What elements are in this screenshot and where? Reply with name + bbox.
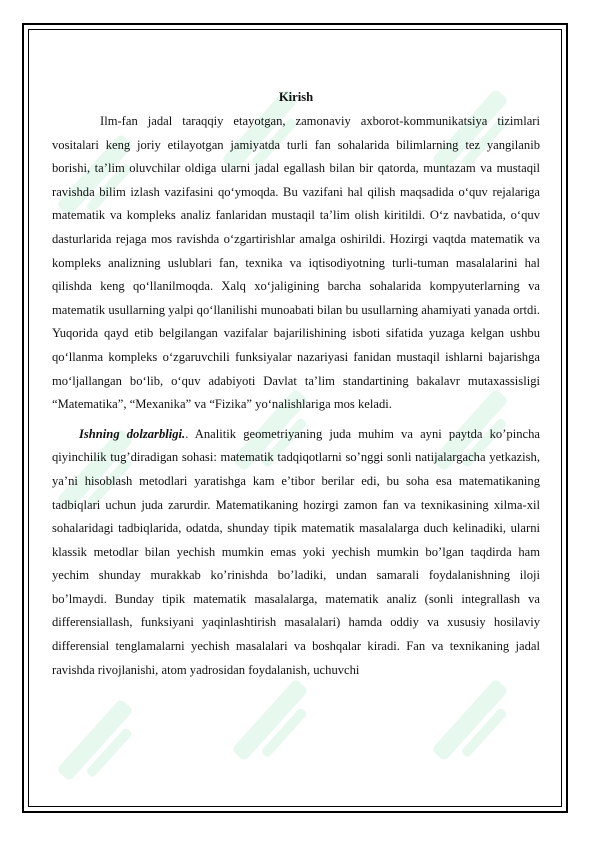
paragraph-relevance-lead: Ishning dolzarbligi. — [79, 426, 186, 441]
paragraph-relevance-body: . Analitik geometriyaning juda muhim va ayni paytda ko’pincha qiyinchilik tug’diradigan sohasi: matematik tadqiqotlarni so’nggi sonli natijalargacha yetkazish, ya’ni hisoblash metodlari yaratishga kam e’tibor berilar edi, bu soha esa matematikaning tadbiqlari uchun juda zarurdir. Matematikaning hozirgi zamon fan va texnikasining xilma-xil sohalaridagi tadbiqlarida, odatda, shunday tipik matematik masalalarga duch kelinadiki, ularni klassik metodlar bilan yechish mumkin emas yoki yechish mumkin bo’lgan taqdirda ham yechim shunday murakkab ko’rinishda bo’ladiki, undan samarali foydalanishning iloji bo’lmaydi. Bunday tipik matematik masalalarga, matematik analiz (sonli integrallash va differensiallash, funksiyani yaqinlashtirish masalalari) hamda oddiy va xususiy hosilaviy differensial tenglamalarni yechish masalalari va boshqalar kiradi. Fan va texnikaning jadal ravishda rivojlanishi, atom yadrosidan foydalanish, uchuvchi — [52, 426, 540, 677]
document-body — [52, 88, 540, 682]
paragraph-introduction: Ilm-fan jadal taraqqiy etayotgan, zamonaviy axborot-kommunikatsiya tizimlari vositalari keng joriy etilayotgan jamiyatda turli fan sohalarida bilimlarning tez yangilanib borishi, ta’lim oluvchilar oldiga ularni jadal egallash bilan bir qatorda, muntazam va mustaqil ravishda bilim izlash vazifasini qo‘ymoqda. Bu vazifani hal qilish maqsadida o‘quv rejalariga matematik va kompleks analiz fanlaridan mustaqil ta’lim olish kiritildi. O‘z navbatida, o‘quv dasturlarida rejaga mos ravishda o‘zgartirishlar amalga oshirildi. Hozirgi vaqtda matematik va kompleks analizning uslublari fan, texnika va iqtisodiyotning turli-tuman masalalarini hal qilishda keng qo‘llanilmoqda. Xalq xo‘jaligining barcha sohalarida kompyuterlarning va matematik usullarning yalpi qo‘llanilishi munoabati bilan bu usullarning ahamiyati yanada ortdi. Yuqorida qayd etib belgilangan vazifalar bajarilishining isboti sifatida yuzaga kelgan ushbu qo‘llanma kompleks o‘zgaruvchili funksiyalar nazariyasi fanidan mustaqil ishlarni bajarishga mo‘ljallangan bo‘lib, o‘quv adabiyoti Davlat ta’lim standartining bakalavr mutaxassisligi “Matematika”, “Mexanika” va “Fizika” yo‘nalishlariga mos keladi. — [52, 114, 540, 412]
page-title: Kirish — [278, 90, 314, 104]
paragraph-relevance — [52, 423, 540, 683]
